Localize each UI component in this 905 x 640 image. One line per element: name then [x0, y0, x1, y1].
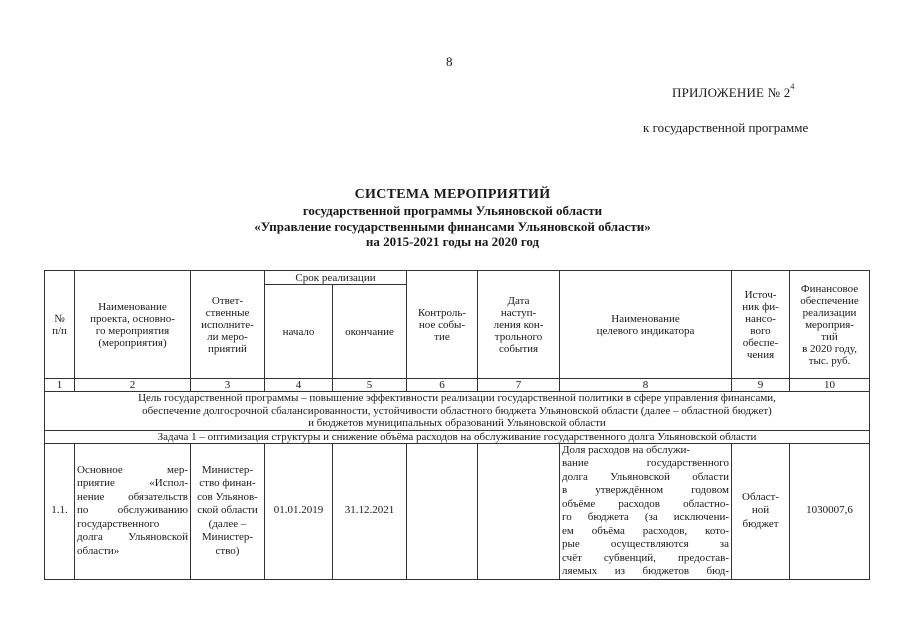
- appendix-subtitle: к государственной программе: [643, 120, 809, 135]
- text-line: государственного: [77, 517, 160, 530]
- text-line: Источ-: [744, 288, 777, 301]
- appendix-superscript: 4: [790, 82, 795, 91]
- text-line: ской области: [197, 504, 258, 517]
- text-line: Дата: [507, 294, 530, 307]
- text-line: Ответ-: [211, 294, 244, 307]
- text-line: реализации: [802, 306, 857, 319]
- header-event-date: [478, 271, 560, 379]
- text-line: тыс. руб.: [808, 354, 851, 367]
- text-line: ство): [215, 544, 240, 557]
- column-number: 7: [478, 379, 560, 392]
- row-event-date: [478, 443, 560, 579]
- header-indicator: [560, 271, 732, 379]
- text-line: исполните-: [201, 318, 254, 331]
- title-line-3: «Управление государственными финансами Ульяновской области»: [254, 218, 651, 234]
- text-line: Основное мер-: [77, 463, 188, 476]
- text-line: области»: [77, 544, 120, 557]
- text-line: рые осуществляются за: [562, 538, 730, 550]
- text-line: вого: [750, 324, 771, 337]
- header-num: [45, 271, 75, 379]
- text-line: Министер-: [201, 463, 254, 476]
- text-line: нансо-: [745, 312, 776, 325]
- row-indicator: [560, 443, 732, 579]
- title-line-2: государственной программы Ульяновской области: [302, 203, 603, 218]
- header-end: окончание: [333, 285, 407, 379]
- table-row: [45, 443, 870, 579]
- row-amount: 1030007,6: [790, 443, 870, 579]
- column-number: 4: [265, 379, 333, 392]
- text-line: в утверждённом годовом: [562, 484, 730, 496]
- text-line: тий: [821, 330, 838, 343]
- text-line: Цель государственной программы – повышение эффективности реализации государственной политики в сфере управления финансами,: [138, 392, 776, 404]
- column-number: 10: [790, 379, 870, 392]
- header-period: Срок реализации: [265, 271, 407, 285]
- text-line: Наименование: [98, 300, 167, 313]
- text-line: ляемых из бюджетов бюд-: [562, 565, 730, 577]
- text-line: сов Ульянов-: [197, 490, 258, 503]
- header-start: начало: [265, 285, 333, 379]
- column-number: 9: [732, 379, 790, 392]
- text-line: приятий: [208, 342, 247, 355]
- text-line: ство финан-: [199, 477, 256, 490]
- text-line: Област-: [742, 490, 780, 503]
- row-end: 31.12.2021: [333, 443, 407, 579]
- page-number: 8: [446, 54, 453, 69]
- measures-table: [44, 270, 870, 580]
- column-number: 1: [45, 379, 75, 392]
- text-line: го бюджета (за исключени-: [562, 511, 730, 523]
- text-line: тие: [434, 330, 450, 343]
- title-main: СИСТЕМА МЕРОПРИЯТИЙ: [354, 187, 551, 202]
- text-line: Министер-: [201, 531, 254, 544]
- header-executors: [191, 271, 265, 379]
- text-line: трольного: [494, 330, 543, 343]
- header-control-event: [407, 271, 478, 379]
- row-funding-source: [732, 443, 790, 579]
- column-number: 6: [407, 379, 478, 392]
- column-numbers-row: [45, 379, 870, 392]
- text-line: мероприя-: [805, 318, 854, 331]
- text-line: ной: [751, 504, 770, 517]
- text-line: проекта, основно-: [90, 312, 175, 325]
- column-number: 5: [333, 379, 407, 392]
- text-line: №: [54, 312, 65, 325]
- goal-cell: [45, 392, 870, 431]
- column-number: 3: [191, 379, 265, 392]
- text-line: Финансовое: [800, 282, 859, 295]
- text-line: ник фи-: [742, 300, 779, 313]
- header-funding-source: [732, 271, 790, 379]
- text-line: приятие «Испол-: [77, 477, 188, 490]
- text-line: по обслуживанию: [77, 504, 188, 517]
- text-line: вание государственного: [562, 457, 730, 469]
- row-name: [75, 443, 191, 579]
- column-number: 8: [560, 379, 732, 392]
- text-line: обеспе-: [742, 336, 779, 349]
- header-financing: [790, 271, 870, 379]
- task-cell: Задача 1 – оптимизация структуры и снижение объёма расходов на обслуживание государственного долга Ульяновской области: [45, 430, 870, 443]
- appendix-text: ПРИЛОЖЕНИЕ № 2: [672, 85, 791, 100]
- text-line: обеспечение долгосрочной сбалансированности, устойчивости областного бюджета Ульяновской области (далее – областной бюджет): [142, 404, 772, 417]
- text-line: счёт субвенций, предостав-: [562, 551, 730, 564]
- row-start: 01.01.2019: [265, 443, 333, 579]
- header-name: [75, 271, 191, 379]
- text-line: нение обязательств: [77, 490, 188, 503]
- text-line: чения: [746, 348, 775, 361]
- text-line: события: [498, 342, 539, 355]
- row-executor: [191, 443, 265, 579]
- text-line: го мероприятия: [95, 324, 170, 337]
- text-line: Контроль-: [417, 306, 467, 319]
- text-line: Наименование: [611, 312, 680, 325]
- text-line: объёме расходов областно-: [562, 497, 730, 510]
- appendix-label: [672, 82, 795, 101]
- title-line-4: на 2015-2021 годы на 2020 год: [365, 234, 540, 249]
- text-line: (мероприятия): [98, 336, 167, 349]
- text-line: Доля расходов на обслужи-: [562, 443, 691, 456]
- text-line: целевого индикатора: [596, 324, 695, 337]
- row-control-event: [407, 443, 478, 579]
- text-line: в 2020 году,: [802, 342, 857, 355]
- text-line: ем объёма расходов, кото-: [562, 524, 730, 537]
- text-line: наступ-: [500, 306, 537, 319]
- text-line: ное собы-: [418, 318, 466, 331]
- document-title: [0, 187, 905, 250]
- column-number: 2: [75, 379, 191, 392]
- text-line: бюджет: [742, 517, 779, 530]
- text-line: обеспечение: [800, 294, 859, 307]
- text-line: долга Ульяновской области: [562, 470, 730, 483]
- text-line: (далее –: [208, 517, 247, 530]
- text-line: ли меро-: [207, 330, 248, 343]
- row-num: 1.1.: [45, 443, 75, 579]
- text-line: ления кон-: [493, 318, 544, 331]
- text-line: долга Ульяновской: [77, 531, 188, 544]
- text-line: и бюджетов муниципальных образований Ульяновской области: [308, 417, 606, 429]
- text-line: п/п: [52, 324, 67, 337]
- text-line: ственные: [205, 306, 250, 319]
